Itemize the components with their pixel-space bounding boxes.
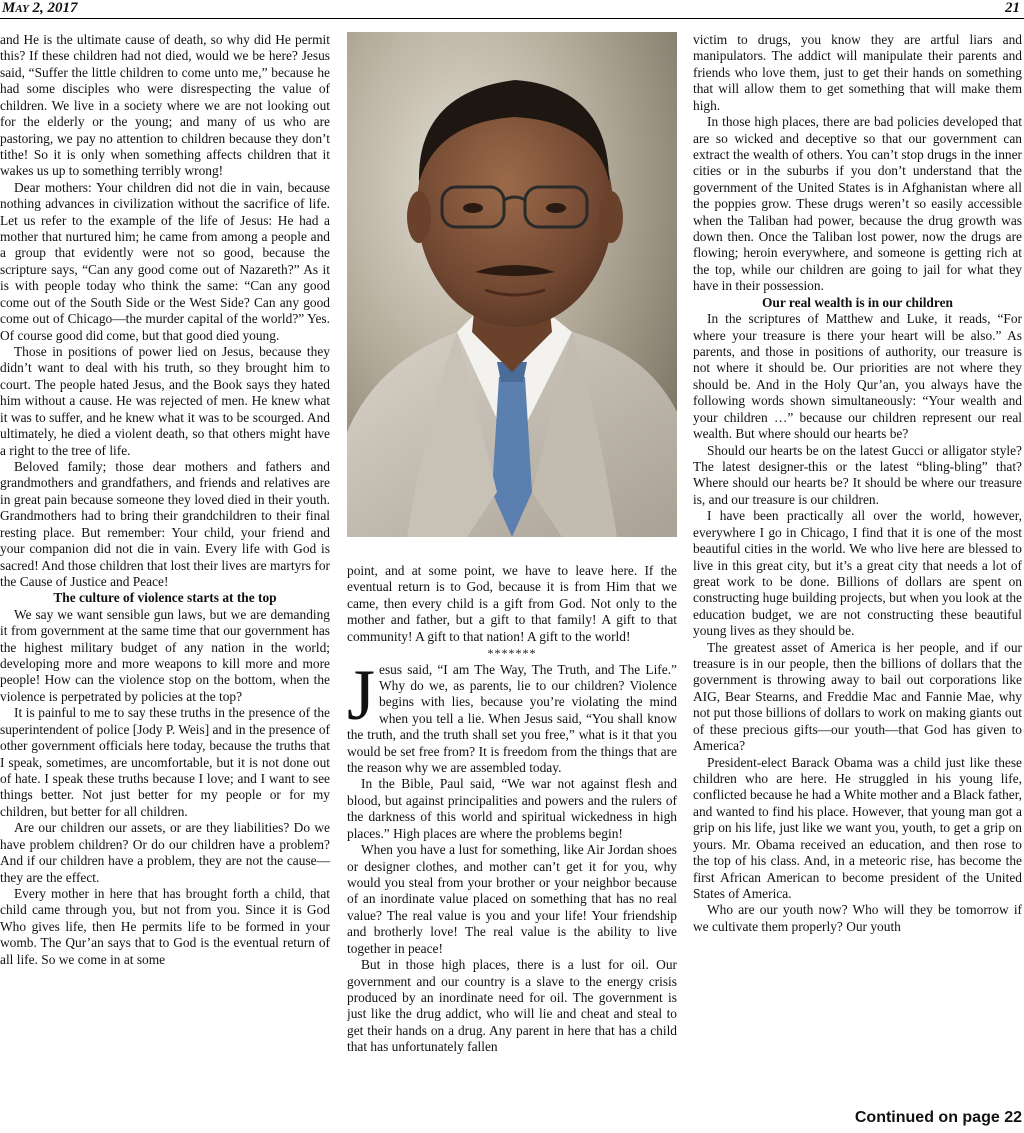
dropcap-paragraph bbox=[347, 654, 677, 777]
page-number: 21 bbox=[1005, 0, 1020, 16]
paragraph: In the scriptures of Matthew and Luke, it reads, “For where your treasure is there your heart will be also.” As parents, and those in positions of authority, our treasure is not where it should be. Our priorities are not where they should be. And in the Holy Qur’an, you always have the following words shown simultaneously: “Your wealth and your children …” because our children represent our real wealth. But where should our hearts be? bbox=[693, 311, 1022, 442]
paragraph: I have been practically all over the world, however, everywhere I go in Chicago, I find that it is one of the most beautiful cities in the world. We who live here are blessed to live in this great city, but it’s a great city that needs a lot of great work to be done. Billions of dollars are spent on constructing huge building projects, but when you look at the education budget, we are not constructing these beautiful young lives as they should be. bbox=[693, 508, 1022, 639]
paragraph: The greatest asset of America is her people, and if our treasure is in our people, then the billions of dollars that the government is throwing away to bail out corporations like AIG, Bear Stearns, and Freddie Mac and Fannie Mae, why not put those billions of dollars to work on making giants out of these precious gifts—our youth—that God has given to America? bbox=[693, 639, 1022, 754]
column-1 bbox=[0, 32, 330, 1133]
paragraph: and He is the ultimate cause of death, so why did He permit this? If these children had not died, would we be here? Jesus said, “Suffer the little children to come unto me,” because he had some disciples who were disrespecting the value of children. We live in a society where we are not looking out for the elderly or the young; and many of us who are pastoring, we pay no attention to children because they don’t tithe! So it is only when something affects children that it wakes us up to something terribly wrong! bbox=[0, 32, 330, 179]
paragraph: Beloved family; those dear mothers and fathers and grandmothers and grandfathers, and friends and relatives are in great pain because someone they loved died in their youth. Grandmothers had to bring their grandchildren to their final resting place. But remember: Your child, your friend and your companion did not die in vain. Every life with God is sacred! And those children that lost their lives are martyrs for the Cause of Justice and Peace! bbox=[0, 458, 330, 589]
paragraph: But in those high places, there is a lust for oil. Our government and our country is a slave to the energy crisis produced by an inordinate need for oil. The government is just like the drug addict, who will lie and cheat and steal to get their hands on a drug. Any parent in here that has a child that has unfortunately fallen bbox=[347, 957, 677, 1055]
page-header bbox=[0, 0, 1024, 19]
speaker-photo bbox=[347, 32, 677, 537]
paragraph: In those high places, there are bad policies developed that are so wicked and deceptive so that our government can extract the wealth of others. You can’t stop drugs in the inner cities or in the suburbs if you don’t understand that the government of the United States is in Afghanistan where all the poppies grow. These drugs weren’t so easily accessible when the Taliban had power, because the drug growth was down then. Once the Taliban lost power, now the drugs are flowing; heroin everywhere, and someone is getting rich at the top, while our children are going to jail for what they have in their possession. bbox=[693, 114, 1022, 294]
section-heading: The culture of violence starts at the top bbox=[53, 590, 277, 606]
paragraph: Who are our youth now? Who will they be tomorrow if we cultivate them properly? Our youth bbox=[693, 902, 1022, 934]
dropcap-paragraph-text: esus said, “I am The Way, The Truth, and The Life.” Why do we, as parents, lie to our children? Violence begins with lies, because you’re violating the mind when you tell a lie. When Jesus said, “You shall know the truth, and the truth shall set you free,” what is it that you would be set free from? It is freedom from the things that are the reason why we are assembled today. bbox=[347, 661, 677, 776]
paragraph: When you have a lust for something, like Air Jordan shoes or designer clothes, and mother can’t get it for you, why would you steal from your brother or your neighbor because of an inordinate value placed on something that has no real value? The real value is you and your life! Your friendship and brotherly love! The real value is the ability to live together in peace! bbox=[347, 842, 677, 956]
column-2 bbox=[347, 32, 677, 1133]
paragraph: In the Bible, Paul said, “We war not against flesh and blood, but against principalities and powers and the rulers of the darkness of this world and spiritual wickedness in high places.” High places are where the problems begin! bbox=[347, 776, 677, 841]
paragraph: Dear mothers: Your children did not die in vain, because nothing advances in civilization without the sacrifice of life. Let us refer to the example of the life of Jesus: He had a mother that nurtured him; he came from among a people and a group that evidently were not so good, because the scripture says, “Can any good come out of Nazareth?” As it is with people today who think the same: “Can any good come out of the South Side or the West Side? Can any good come out of Chicago—the murder capital of the world?” Yes. Of course good did come, but that good died young. bbox=[0, 179, 330, 343]
paragraph: We say we want sensible gun laws, but we are demanding it from government at the same time that our government has the highest military budget of any nation in the world; developing more and more weapons to kill more and more people! How can the violence stop on the bottom, when the violence is perpetrated by policies at the top? bbox=[0, 606, 330, 704]
paragraph: Should our hearts be on the latest Gucci or alligator style? The latest designer-this or the latest “bling-bling” that? Where should our hearts be? It should be where our treasure is, and our treasure is our children. bbox=[693, 442, 1022, 507]
drop-cap: J bbox=[347, 654, 376, 735]
issue-date: May 2, 2017 bbox=[2, 0, 78, 16]
paragraph: point, and at some point, we have to leave here. If the eventual return is to God, because it is from Him that we came, then every child is a gift from God. Not only to the mother and father, but a gift to that family! A gift to that community! A gift to that nation! A gift to the world! bbox=[347, 563, 677, 644]
paragraph: victim to drugs, you know they are artful liars and manipulators. The addict will manipulate their parents and friends who love them, just to get their hands on something that will allow them to get something that will make them high. bbox=[693, 32, 1022, 113]
paragraph: Are our children our assets, or are they liabilities? Do we have problem children? Or do our children have a problem? And if our children have a problem, they are not the cause—they are the effect. bbox=[0, 820, 330, 885]
continued-link[interactable]: Continued on page 22 bbox=[854, 1109, 1022, 1126]
paragraph: President-elect Barack Obama was a child just like these children who are here. He struggled in his young life, conflicted because he had a White mother and a Black father, and wanted to find his place. However, that young man got a grip on his life, just like we want you, youth, to get a grip on yours. Mr. Obama received an education, and then rose to the top of his class. And, in a meteoric rise, has become the first African American to become president of the United States of America. bbox=[693, 754, 1022, 901]
section-heading: Our real wealth is in our children bbox=[762, 294, 953, 310]
paragraph: Every mother in here that has brought forth a child, that child came through you, but not from you. Since it is God Who gives life, then He permits life to be formed in your womb. The Qur’an says that to God is the eventual return of all life. So we come in at some bbox=[0, 885, 330, 967]
paragraph: Those in positions of power lied on Jesus, because they didn’t want to deal with his truth, so they brought him to court. The people hated Jesus, and the Book says they hated him without a cause. He was rejected of men. He knew what it was to suffer, and he knew what it was to be scourged. And ultimately, he died a violent death, so that others might have a right to the tree of life. bbox=[0, 344, 330, 458]
paragraph: It is painful to me to say these truths in the presence of the superintendent of police [Jody P. Weis] and in the presence of other government officials here today, because the truths that I speak, sometimes, are uncomfortable, but it is not done out of hate. I speak these truths because I love; and I want to see things better. Not just better for my people or for my children, but better for all children. bbox=[0, 705, 330, 819]
portrait-image bbox=[347, 32, 677, 537]
column-3 bbox=[693, 32, 1022, 1107]
section-separator: ******* bbox=[487, 646, 537, 661]
